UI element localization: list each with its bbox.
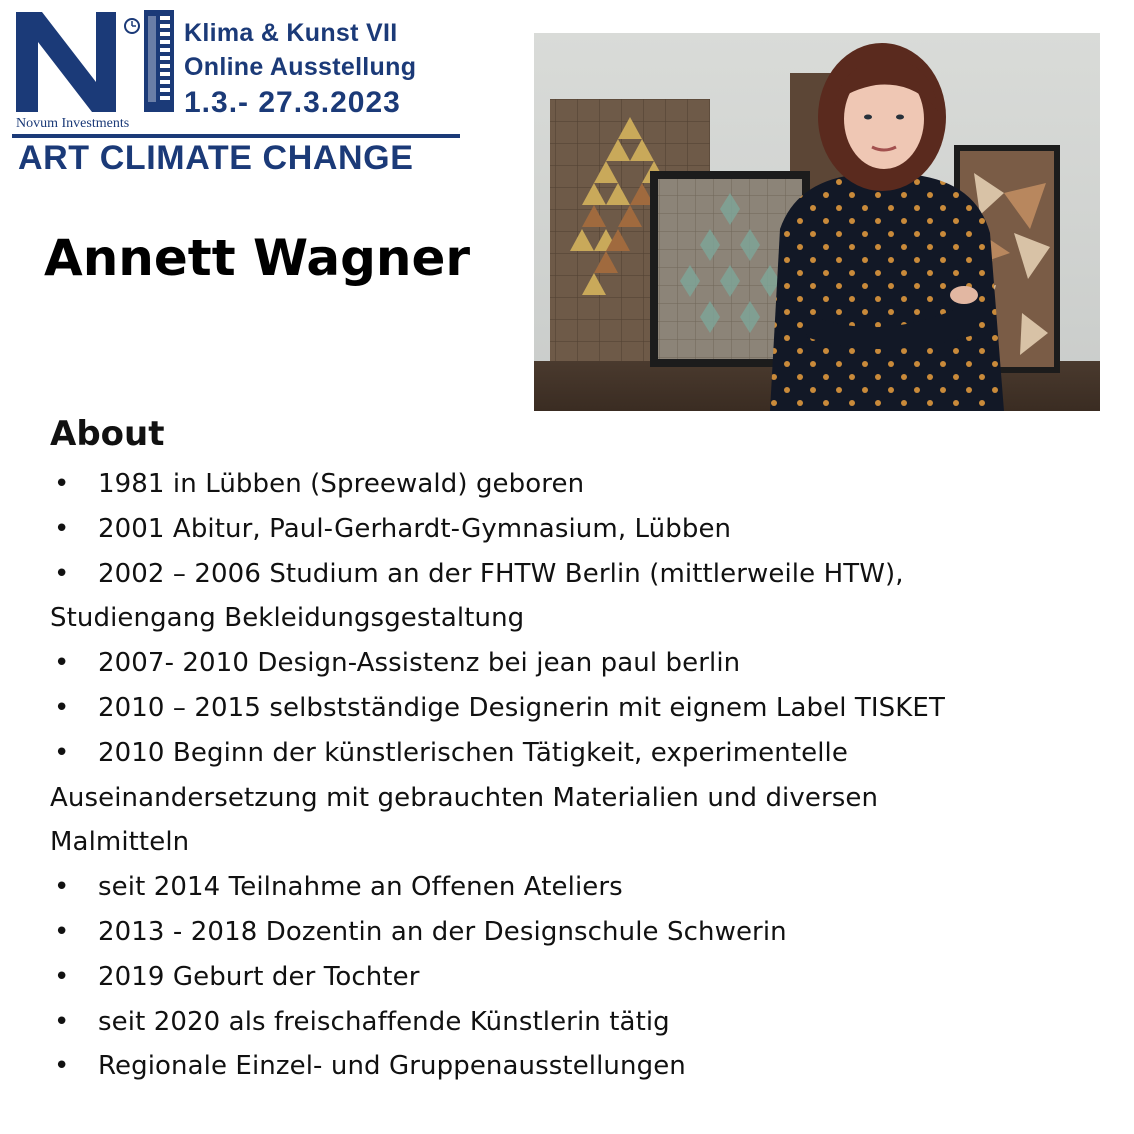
event-subtitle: Online Ausstellung bbox=[184, 53, 417, 81]
about-item-text: seit 2020 als freischaffende Künstlerin tätig bbox=[98, 1006, 670, 1037]
bullet: • bbox=[54, 648, 70, 679]
about-item-4 bbox=[50, 641, 1110, 686]
bullet: • bbox=[54, 692, 70, 723]
about-item-9 bbox=[50, 955, 1110, 1000]
about-item-11 bbox=[50, 1044, 1110, 1089]
bullet: • bbox=[54, 513, 70, 544]
about-item-text-continued: Malmitteln bbox=[50, 827, 190, 858]
about-item-1 bbox=[50, 462, 1110, 507]
bullet: • bbox=[54, 558, 70, 589]
about-item-text: 2007- 2010 Design-Assistenz bei jean paul berlin bbox=[98, 648, 741, 679]
portrait-illustration bbox=[534, 33, 1100, 411]
about-list bbox=[50, 462, 1110, 1089]
about-item-text: 1981 in Lübben (Spreewald) geboren bbox=[98, 469, 585, 499]
about-item-2 bbox=[50, 507, 1110, 552]
about-item-text: 2002 – 2006 Studium an der FHTW Berlin (mittlerweile HTW), bbox=[98, 558, 904, 589]
about-item-text: seit 2014 Teilnahme an Offenen Ateliers bbox=[98, 872, 623, 903]
event-tagline: ART CLIMATE CHANGE bbox=[18, 139, 414, 177]
about-item-text-continued: Studiengang Bekleidungsgestaltung bbox=[50, 603, 525, 634]
bullet: • bbox=[54, 469, 70, 499]
bullet: • bbox=[54, 961, 70, 992]
bullet: • bbox=[54, 1006, 70, 1037]
event-dates: 1.3.- 27.3.2023 bbox=[184, 86, 401, 119]
about-item-text-continued: Auseinandersetzung mit gebrauchten Materialien und diversen bbox=[50, 782, 879, 813]
about-item-6 bbox=[50, 731, 1110, 865]
about-item-text: 2019 Geburt der Tochter bbox=[98, 961, 420, 992]
event-logo bbox=[12, 6, 474, 178]
about-item-text: 2010 Beginn der künstlerischen Tätigkeit, experimentelle bbox=[98, 737, 848, 768]
about-item-text: Regionale Einzel- und Gruppenausstellungen bbox=[98, 1051, 686, 1082]
about-item-text: 2010 – 2015 selbstständige Designerin mit eignem Label TISKET bbox=[98, 692, 945, 723]
artist-name: Annett Wagner bbox=[44, 229, 471, 287]
bullet: • bbox=[54, 1051, 70, 1082]
artist-portrait-photo bbox=[534, 33, 1100, 411]
about-heading: About bbox=[50, 414, 165, 454]
company-name: Novum Investments bbox=[16, 116, 130, 131]
about-item-10 bbox=[50, 1000, 1110, 1045]
event-title: Klima & Kunst VII bbox=[184, 19, 398, 47]
bullet: • bbox=[54, 916, 70, 947]
bullet: • bbox=[54, 737, 70, 768]
bullet: • bbox=[54, 872, 70, 903]
event-info bbox=[184, 16, 416, 122]
about-item-5 bbox=[50, 686, 1110, 731]
about-item-3 bbox=[50, 552, 1110, 642]
about-item-8 bbox=[50, 910, 1110, 955]
about-item-text: 2013 - 2018 Dozentin an der Designschule Schwerin bbox=[98, 916, 787, 947]
about-item-text: 2001 Abitur, Paul-Gerhardt-Gymnasium, Lübben bbox=[98, 513, 732, 544]
novum-investments-logo-mark bbox=[12, 6, 184, 118]
about-item-7 bbox=[50, 865, 1110, 910]
